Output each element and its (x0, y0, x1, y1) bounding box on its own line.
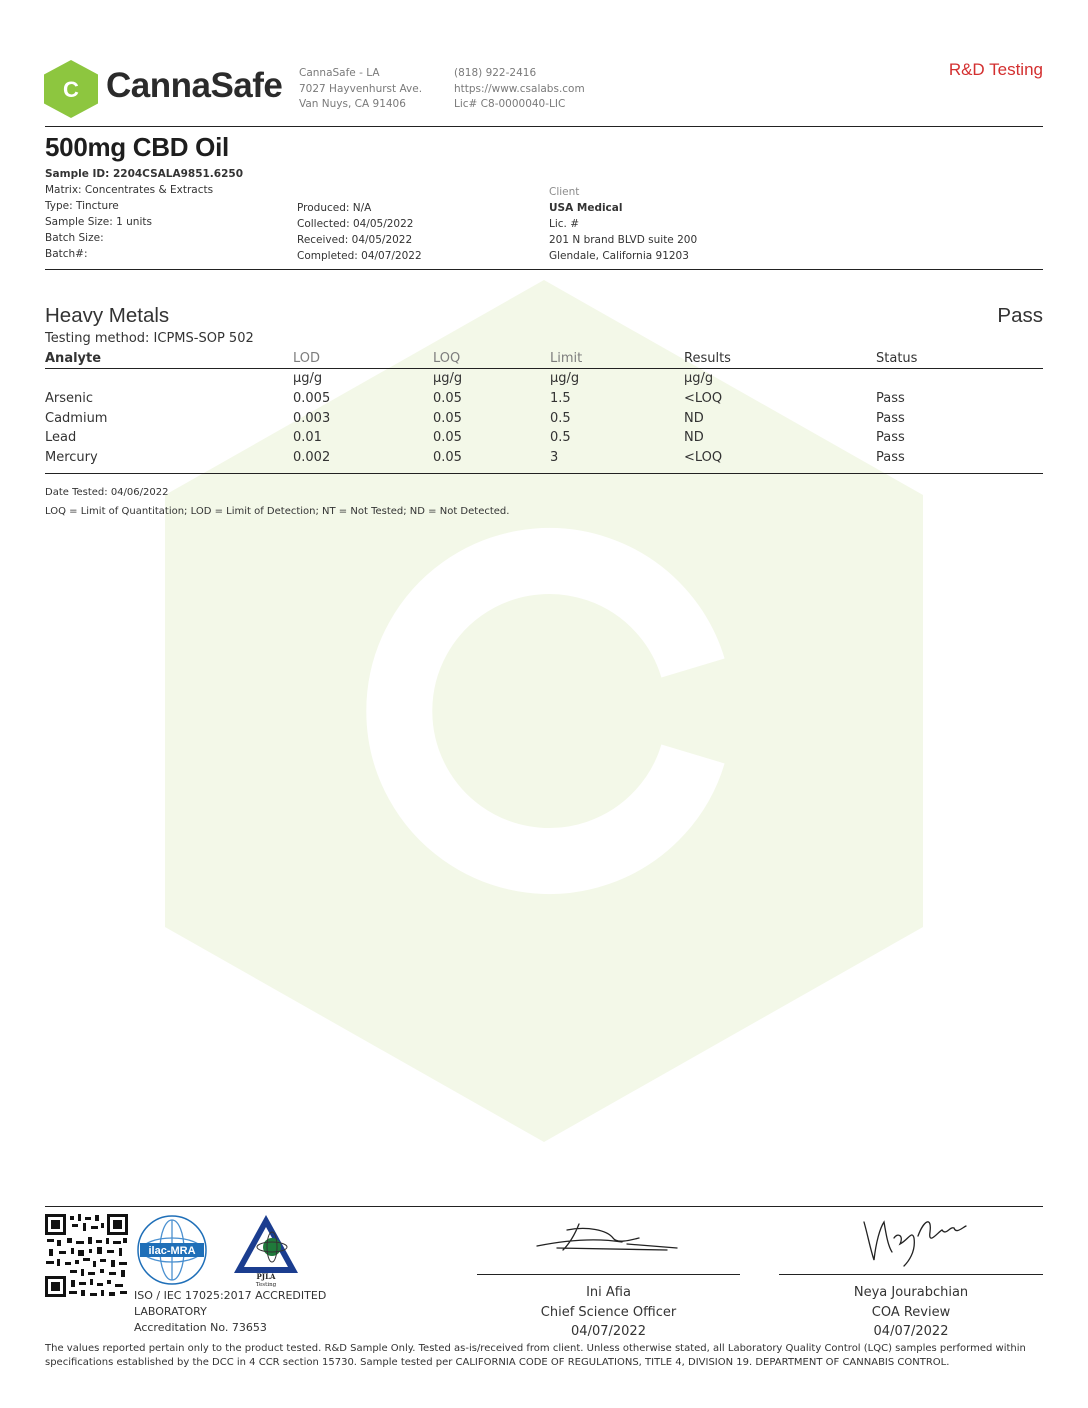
signer2-title: COA Review (871, 1304, 951, 1320)
produced-date: Produced: N/A (297, 202, 372, 214)
status-value: Pass (876, 450, 905, 465)
analyte-name: Lead (45, 430, 77, 445)
product-title: 500mg CBD Oil (45, 132, 229, 162)
collected-date: Collected: 04/05/2022 (297, 218, 414, 230)
lab-contact-block (454, 66, 585, 113)
signature-line-2 (779, 1274, 1043, 1275)
client-license: Lic. # (549, 218, 580, 230)
accreditation-line1: ISO / IEC 17025:2017 ACCREDITED (134, 1289, 327, 1302)
loq-value: 0.05 (433, 430, 462, 445)
lod-value: 0.01 (293, 430, 322, 445)
lab-address-line2: Van Nuys, CA 91406 (299, 98, 406, 110)
brand-name: CannaSafe (106, 66, 283, 105)
limit-value: 0.5 (550, 430, 571, 445)
signer1-date: 04/07/2022 (571, 1324, 646, 1339)
result-value: ND (684, 430, 704, 445)
unit-limit: µg/g (550, 371, 580, 386)
completed-date: Completed: 04/07/2022 (297, 250, 422, 262)
rd-testing-badge: R&D Testing (948, 60, 1043, 79)
signer1-title: Chief Science Officer (540, 1304, 677, 1320)
signature-line-1 (477, 1274, 740, 1275)
batch-size: Batch Size: (45, 232, 104, 244)
signer1-block (477, 1283, 740, 1342)
ilac-logo-text: ilac-MRA (148, 1245, 196, 1257)
client-address-line1: 201 N brand BLVD suite 200 (549, 234, 698, 246)
signer2-block (779, 1283, 1043, 1342)
signer1-name: Ini Afia (586, 1285, 631, 1300)
status-value: Pass (876, 430, 905, 445)
signature-ini-afia (527, 1218, 687, 1258)
col-header-analyte: Analyte (45, 351, 102, 366)
batch-number: Batch#: (45, 248, 88, 260)
date-tested: Date Tested: 04/06/2022 (45, 487, 169, 498)
col-header-limit: Limit (550, 351, 583, 366)
sample-matrix: Matrix: Concentrates & Extracts (45, 184, 214, 196)
table-bottom-divider (45, 473, 1043, 474)
loq-value: 0.05 (433, 411, 462, 426)
section-title: Heavy Metals (45, 304, 170, 327)
sample-details (45, 166, 243, 262)
client-address-line2: Glendale, California 91203 (549, 250, 689, 262)
sample-size: Sample Size: 1 units (45, 216, 152, 228)
col-header-lod: LOD (293, 351, 321, 366)
unit-results: µg/g (684, 371, 714, 386)
analyte-name: Mercury (45, 450, 98, 465)
limit-value: 0.5 (550, 411, 571, 426)
pjla-logo-text: PJLA (256, 1272, 276, 1281)
result-value: ND (684, 411, 704, 426)
info-divider (45, 269, 1043, 270)
limit-value: 1.5 (550, 391, 571, 406)
lab-website[interactable]: https://www.csalabs.com (454, 82, 585, 95)
ilac-mra-logo-icon (136, 1214, 208, 1286)
client-label: Client (549, 186, 580, 198)
analyte-name: Arsenic (45, 391, 94, 406)
accreditation-block (134, 1288, 326, 1336)
accreditation-line2: LABORATORY (134, 1305, 207, 1318)
cannasafe-logo-icon (44, 60, 98, 118)
result-value: <LOQ (684, 450, 723, 465)
pjla-logo-icon (232, 1213, 300, 1287)
lod-value: 0.005 (293, 391, 331, 406)
abbreviation-legend: LOQ = Limit of Quantitation; LOD = Limit of Detection; NT = Not Tested; ND = Not Detected. (45, 506, 510, 517)
unit-loq: µg/g (433, 371, 463, 386)
analyte-name: Cadmium (45, 411, 108, 426)
loq-value: 0.05 (433, 391, 462, 406)
col-header-status: Status (876, 351, 918, 366)
lab-address-line1: 7027 Hayvenhurst Ave. (299, 82, 423, 95)
qr-code-icon[interactable] (45, 1214, 128, 1297)
testing-method: Testing method: ICPMS-SOP 502 (45, 331, 254, 346)
sample-dates (297, 200, 422, 264)
col-header-results: Results (684, 351, 731, 366)
client-name: USA Medical (549, 202, 623, 214)
unit-lod: µg/g (293, 371, 323, 386)
legal-disclaimer: The values reported pertain only to the product tested. R&D Sample Only. Tested as-is/received from client. Unless otherwise stated, all Laboratory Quality Control (LQC) samples performed within specifications established by the DCC in 4 CCR section 15730. Sample tested per CALIFORNIA CODE OF REGULATIONS, TITLE 4, DIVISION 19. DEPARTMENT OF CANNABIS CONTROL. (45, 1343, 1026, 1368)
status-value: Pass (876, 411, 905, 426)
accreditation-number: Accreditation No. 73653 (134, 1321, 267, 1334)
status-value: Pass (876, 391, 905, 406)
section-result: Pass (997, 304, 1043, 327)
pjla-logo-subtext: Testing (255, 1282, 277, 1287)
logo-letter: C (63, 77, 79, 102)
received-date: Received: 04/05/2022 (297, 234, 413, 246)
result-value: <LOQ (684, 391, 723, 406)
sample-id: Sample ID: 2204CSALA9851.6250 (45, 168, 244, 180)
loq-value: 0.05 (433, 450, 462, 465)
client-block (549, 184, 697, 264)
lab-phone: (818) 922-2416 (454, 67, 537, 79)
lod-value: 0.002 (293, 450, 331, 465)
watermark-logo (165, 280, 923, 1142)
table-header-divider (45, 368, 1043, 369)
lab-address-block (299, 66, 422, 113)
lab-name: CannaSafe - LA (299, 67, 380, 79)
footer-divider (45, 1206, 1043, 1207)
limit-value: 3 (550, 450, 559, 465)
signature-neya-jourabchian (858, 1212, 968, 1268)
header-divider (45, 126, 1043, 127)
col-header-loq: LOQ (433, 351, 461, 366)
lab-license: Lic# C8-0000040-LIC (454, 98, 566, 110)
signer2-date: 04/07/2022 (873, 1324, 949, 1339)
sample-type: Type: Tincture (45, 200, 119, 212)
lod-value: 0.003 (293, 411, 331, 426)
signer2-name: Neya Jourabchian (853, 1285, 969, 1300)
